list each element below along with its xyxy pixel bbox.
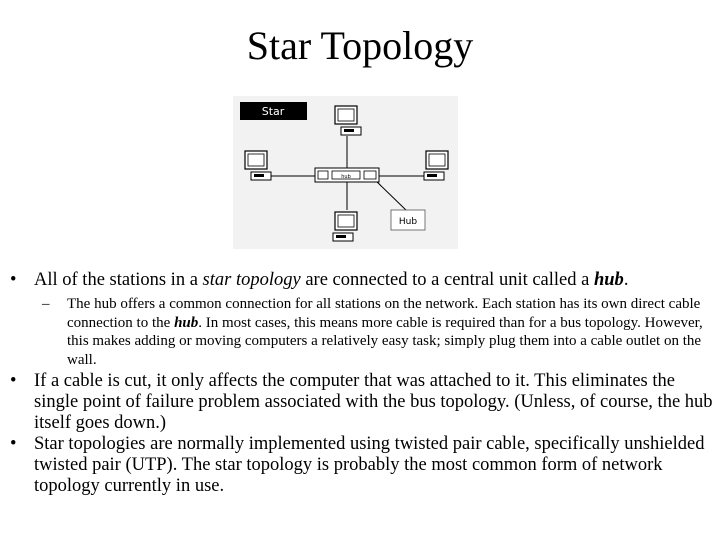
diagram-canvas — [233, 96, 458, 249]
bullet-text: . — [623, 270, 629, 290]
computer-left-icon — [245, 151, 271, 180]
sub-bullet-text: The hub offers a common connection for all stations on the network. Each station has its own direct cable connection to the — [67, 296, 701, 331]
hub-device — [315, 168, 379, 182]
computer-right-icon — [424, 151, 448, 180]
bullet-marker: • — [10, 371, 17, 391]
bullet-text: Star topologies are normally implemented using twisted pair cable, specifically unshielded twisted pair (UTP). The star topology is probably the most common form of network topology currently in use. — [34, 434, 705, 496]
slide-title: Star Topology — [246, 23, 474, 68]
computer-bottom-icon — [333, 212, 357, 241]
hub-emphasis: hub — [593, 270, 624, 290]
star-topology-emphasis: star topology — [202, 270, 301, 290]
sub-bullet-marker: – — [42, 296, 50, 312]
bullet-item — [0, 371, 720, 434]
diagram-banner-text: Star — [261, 105, 285, 118]
computer-top-icon — [335, 106, 361, 135]
hub-label: Hub — [398, 217, 418, 227]
bullet-text: are connected to a central unit called a — [300, 270, 594, 290]
hub-callout-line — [373, 178, 408, 212]
bullet-list — [0, 270, 720, 497]
hub-port-center-text: hub — [341, 174, 351, 180]
bullet-marker: • — [10, 270, 17, 290]
bullet-text: All of the stations in a — [34, 270, 203, 290]
hub-emphasis: hub — [174, 314, 199, 331]
sub-bullet-text: . In most cases, this means more cable is required than for a bus topology. However, this makes adding or moving computers a relatively easy task; simply plug them into a cable outlet on the wall. — [67, 314, 703, 368]
star-topology-diagram — [233, 96, 458, 249]
bullet-text: If a cable is cut, it only affects the computer that was attached to it. This eliminates the single point of failure problem associated with the bus topology. (Unless, of course, the hub itself goes down.) — [34, 371, 713, 433]
bullet-marker: • — [10, 434, 17, 454]
bullet-item — [0, 434, 720, 497]
sub-bullet-item — [0, 295, 720, 369]
bullet-item — [0, 270, 720, 291]
